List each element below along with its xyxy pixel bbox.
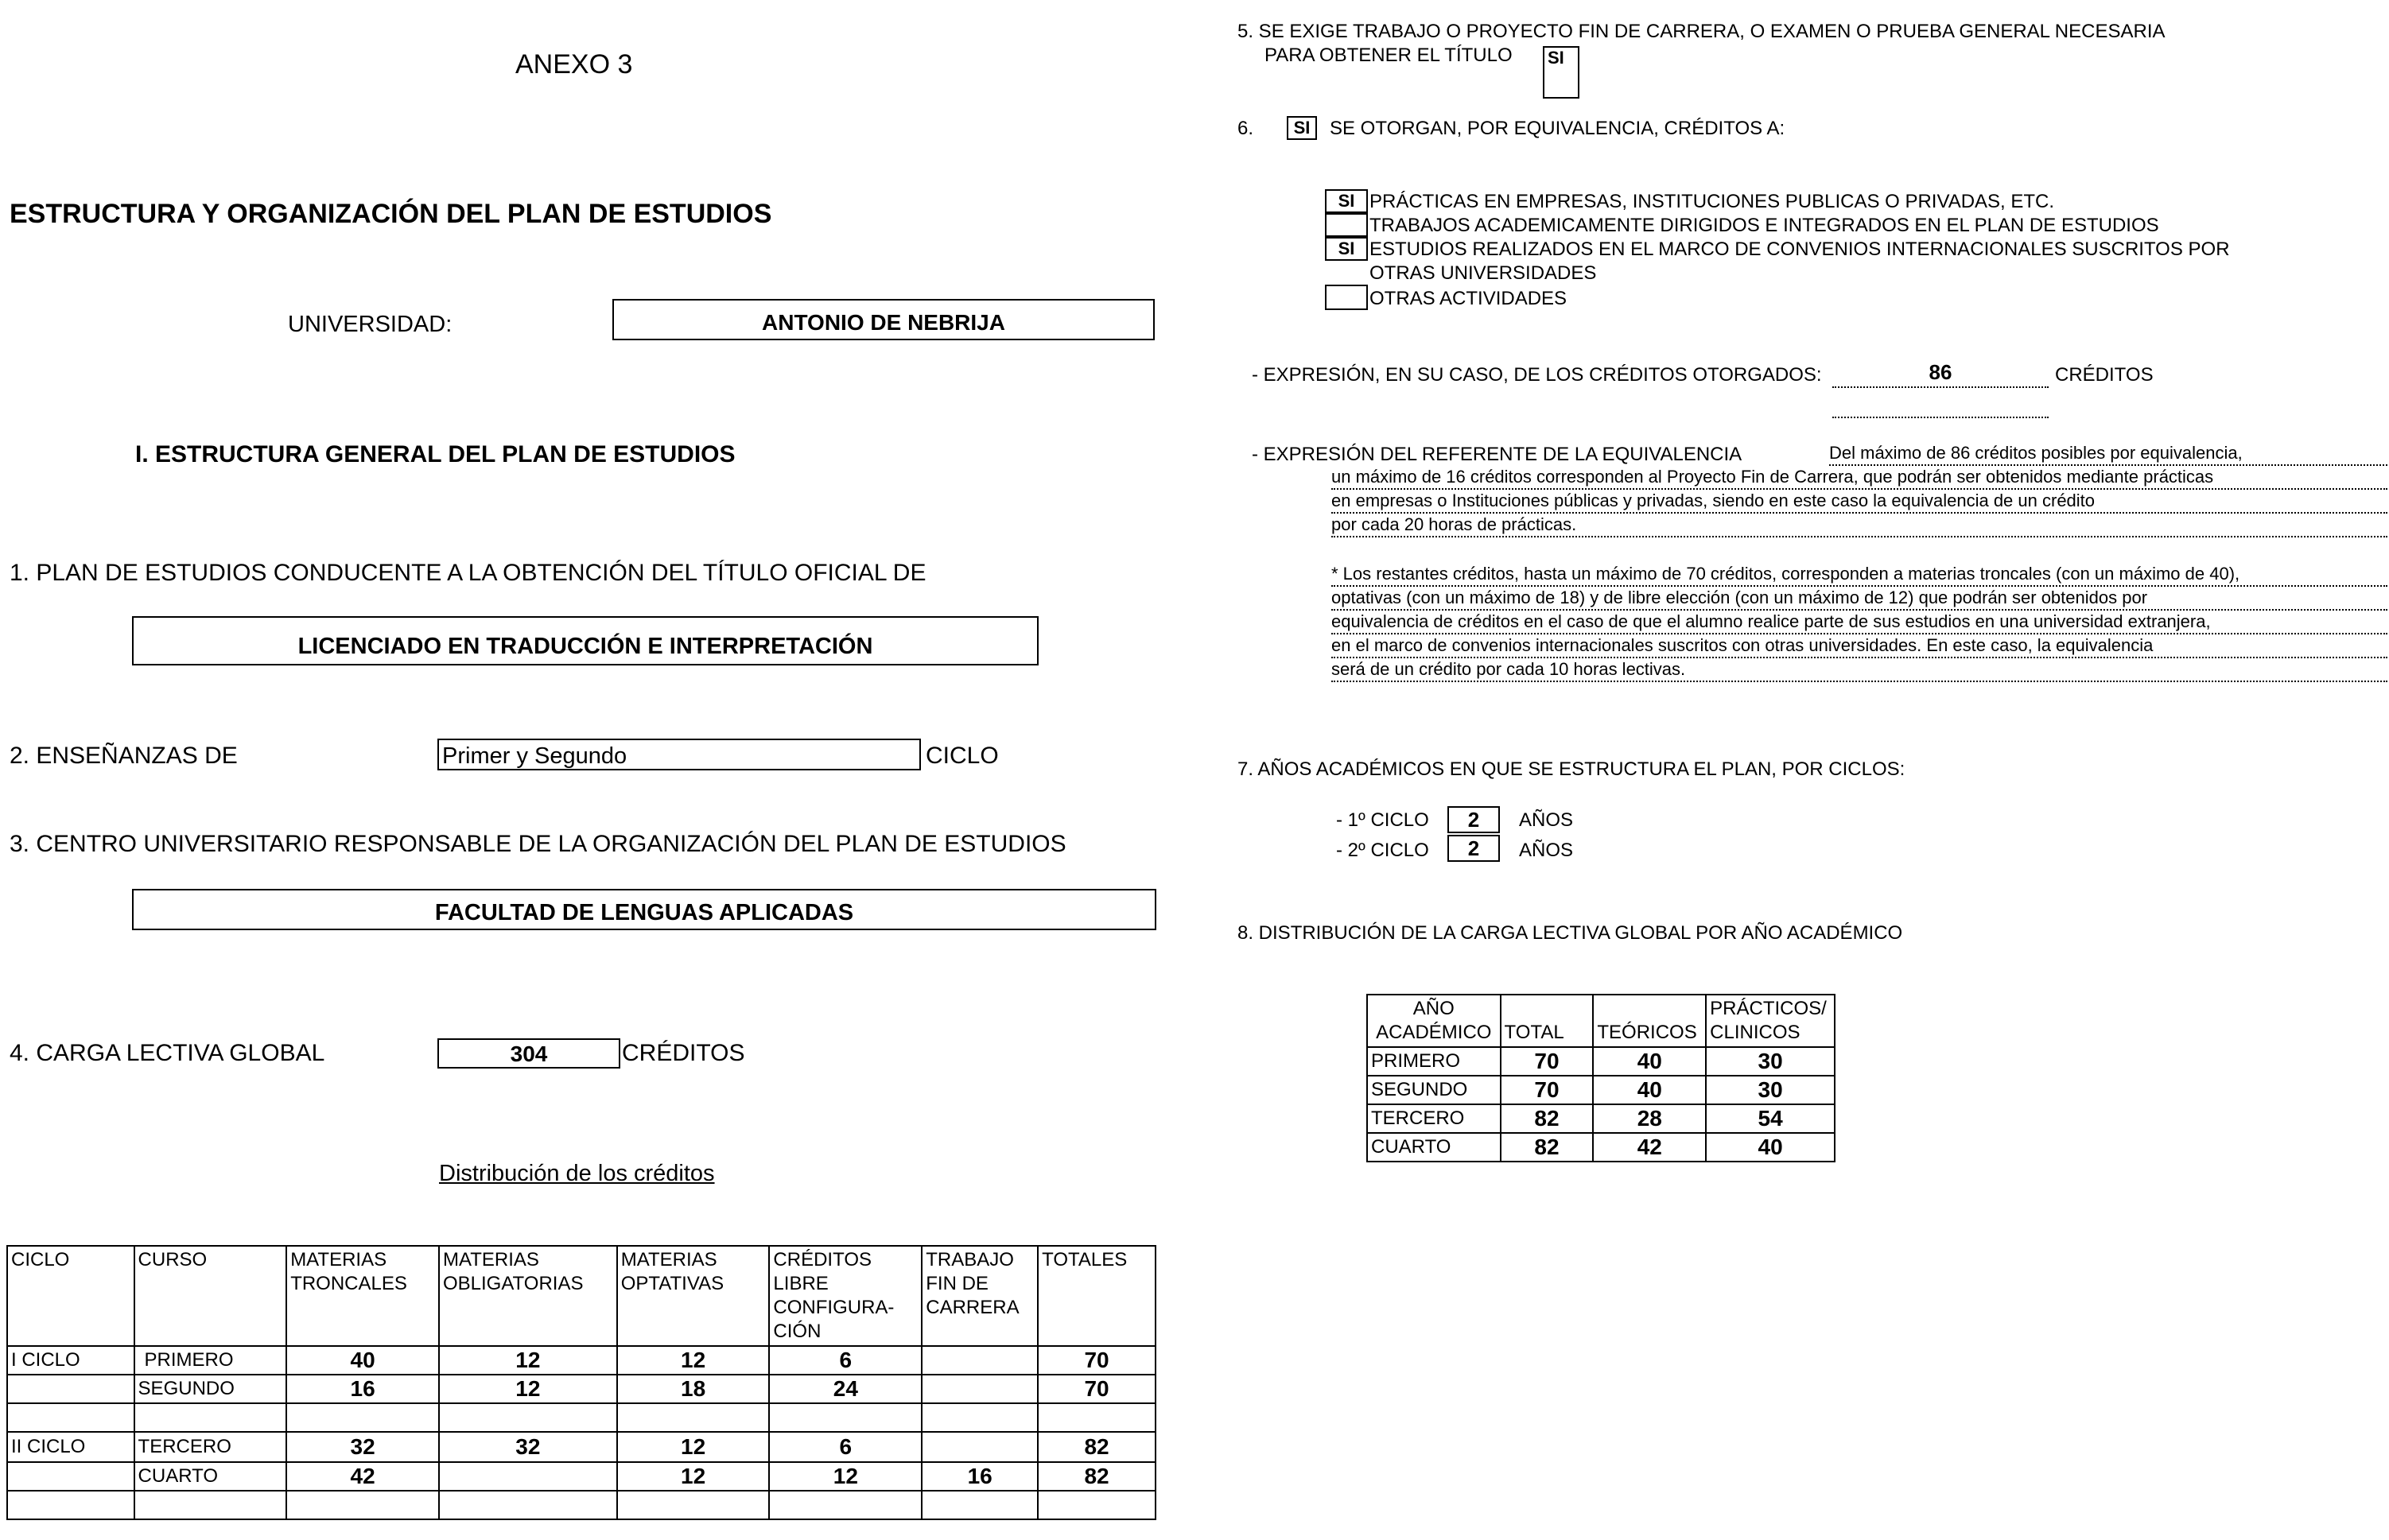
ciclo1-value: 2 [1467,808,1480,832]
carga-cell: 28 [1593,1104,1706,1133]
dist-cell: 70 [1038,1346,1156,1375]
option1-text: PRÁCTICAS EN EMPRESAS, INSTITUCIONES PUBLICAS O PRIVADAS, ETC. [1369,191,2055,212]
dist-cell: 12 [617,1432,770,1462]
carga-ano: TERCERO [1367,1104,1501,1133]
item7-title: 7. AÑOS ACADÉMICOS EN QUE SE ESTRUCTURA EL PLAN, POR CICLOS: [1237,758,1905,780]
option3-text: ESTUDIOS REALIZADOS EN EL MARCO DE CONVENIOS INTERNACIONALES SUSCRITOS POR [1369,239,2230,260]
item3-label: 3. CENTRO UNIVERSITARIO RESPONSABLE DE LA ORGANIZACIÓN DEL PLAN DE ESTUDIOS [10,831,1066,857]
dist-curso: CUARTO [134,1462,287,1491]
dist-header-obligatorias: MATERIAS OBLIGATORIAS [439,1246,617,1346]
para2-line [1331,587,2387,611]
table-row [1367,1104,1835,1133]
item5-line2: PARA OBTENER EL TÍTULO [1264,45,1513,66]
dist-cell: 12 [439,1346,617,1375]
dist-cell: 24 [769,1375,922,1403]
dist-cell: 32 [439,1432,617,1462]
dist-cell: 12 [617,1462,770,1491]
ciclo1-label: - 1º CICLO [1336,809,1429,831]
para2-line [1331,563,2387,587]
para1-line [1829,442,2387,466]
ciclo2-label: - 2º CICLO [1336,840,1429,861]
ensenanzas-value: Primer y Segundo [442,743,627,769]
option3-checkbox [1325,237,1368,261]
dist-cell: 16 [286,1375,439,1403]
option1-mark: SI [1338,191,1355,211]
carga-cell: 82 [1501,1104,1594,1133]
carga-table [1366,994,1835,1162]
dist-curso: TERCERO [134,1432,287,1462]
carga-box [437,1038,620,1069]
dist-cell [439,1462,617,1491]
carga-cell: 30 [1706,1047,1835,1076]
para2-text: optativas (con un máximo de 18) y de libre elección (con un máximo de 12) que podrán ser obtenidos por [1331,588,2148,607]
dist-header-curso: CURSO [134,1246,287,1346]
option3-mark: SI [1338,239,1355,258]
annex-title: ANEXO 3 [515,49,633,80]
dist-cell: 12 [439,1375,617,1403]
table-row [7,1403,1156,1432]
dist-cell: 42 [286,1462,439,1491]
ensenanzas-box [437,739,921,770]
expr-creditos-extra-line [1832,398,2049,418]
para2-text: * Los restantes créditos, hasta un máximo de 70 créditos, corresponden a materias troncales (con un máximo de 40), [1331,564,2240,584]
main-title: ESTRUCTURA Y ORGANIZACIÓN DEL PLAN DE ESTUDIOS [10,199,772,229]
dist-header-ciclo: CICLO [7,1246,134,1346]
carga-header-teoricos: TEÓRICOS [1593,995,1706,1047]
para1-line [1331,490,2387,514]
para1-line [1331,514,2387,537]
dist-header-trabajo: TRABAJO FIN DE CARRERA [922,1246,1038,1346]
creditos-label: CRÉDITOS [622,1040,745,1066]
table-row [7,1462,1156,1491]
item8-title: 8. DISTRIBUCIÓN DE LA CARGA LECTIVA GLOBAL POR AÑO ACADÉMICO [1237,922,1903,944]
carga-cell: 30 [1706,1076,1835,1104]
para1-text: un máximo de 16 créditos corresponden al Proyecto Fin de Carrera, que podrán ser obtenidos mediante prácticas [1331,467,2214,487]
option4-checkbox [1325,285,1368,310]
para2-text: será de un crédito por cada 10 horas lectivas. [1331,659,1686,679]
universidad-value: ANTONIO DE NEBRIJA [762,310,1005,335]
dist-cell: 18 [617,1375,770,1403]
table-row [7,1491,1156,1519]
carga-header-total: TOTAL [1501,995,1594,1047]
item6-box [1287,116,1317,140]
carga-cell: 40 [1593,1076,1706,1104]
expr-ref-label: - EXPRESIÓN DEL REFERENTE DE LA EQUIVALENCIA [1252,444,1742,465]
titulo-box [132,616,1039,665]
dist-header-troncales: MATERIAS TRONCALES [286,1246,439,1346]
dist-cell: 12 [617,1346,770,1375]
dist-cell [7,1375,134,1403]
dist-cell: 32 [286,1432,439,1462]
universidad-box [612,299,1155,340]
dist-cell [922,1375,1038,1403]
item1-label: 1. PLAN DE ESTUDIOS CONDUCENTE A LA OBTENCIÓN DEL TÍTULO OFICIAL DE [10,560,926,586]
table-row [1367,1047,1835,1076]
item6-text: SE OTORGAN, POR EQUIVALENCIA, CRÉDITOS A: [1330,118,1785,139]
para1-line [1331,466,2387,490]
dist-cell: 12 [769,1462,922,1491]
para1-text: por cada 20 horas de prácticas. [1331,514,1577,534]
dist-curso: SEGUNDO [134,1375,287,1403]
section-title: I. ESTRUCTURA GENERAL DEL PLAN DE ESTUDIOS [135,441,736,467]
item5-box [1543,46,1579,99]
dist-header-totales: TOTALES [1038,1246,1156,1346]
item6-num: 6. [1237,118,1254,139]
carga-header-row [1367,995,1835,1047]
titulo-value: LICENCIADO EN TRADUCCIÓN E INTERPRETACIÓN [297,634,873,659]
table-row [7,1432,1156,1462]
ciclo-label: CICLO [926,743,999,769]
item5-value: SI [1548,48,1564,68]
option4-text: OTRAS ACTIVIDADES [1369,288,1567,309]
dist-cycle-label: I CICLO [7,1346,134,1375]
expr-creditos-field [1832,361,2049,388]
carga-cell: 40 [1593,1047,1706,1076]
para2-line [1331,658,2387,682]
option3-continuation: OTRAS UNIVERSIDADES [1369,262,1597,284]
table-row [1367,1133,1835,1162]
carga-header-practicos: PRÁCTICOS/ CLINICOS [1706,995,1835,1047]
para2-line [1331,634,2387,658]
para2-text: en el marco de convenios internacionales suscritos con otras universidades. En este caso, la equivalencia [1331,635,2154,655]
table-row [7,1346,1156,1375]
carga-value: 304 [510,1042,548,1066]
item2-label: 2. ENSEÑANZAS DE [10,743,238,769]
carga-cell: 82 [1501,1133,1594,1162]
expr-creditos-unit: CRÉDITOS [2055,364,2154,386]
dist-title: Distribución de los créditos [439,1161,715,1186]
dist-cell: 16 [922,1462,1038,1491]
ciclo1-anos: AÑOS [1519,809,1574,831]
carga-ano: CUARTO [1367,1133,1501,1162]
dist-cell: 82 [1038,1462,1156,1491]
item4-label: 4. CARGA LECTIVA GLOBAL [10,1040,325,1066]
dist-cycle-label: II CICLO [7,1432,134,1462]
dist-table [6,1245,1156,1520]
expr-creditos-value: 86 [1929,360,1952,384]
table-row [1367,1076,1835,1104]
dist-curso: PRIMERO [134,1346,287,1375]
dist-header-optativas: MATERIAS OPTATIVAS [617,1246,770,1346]
carga-cell: 70 [1501,1047,1594,1076]
centro-box [132,889,1156,930]
dist-header-libre: CRÉDITOS LIBRE CONFIGURA- CIÓN [769,1246,922,1346]
dist-cell: 70 [1038,1375,1156,1403]
dist-cell: 82 [1038,1432,1156,1462]
para1-text: en empresas o Instituciones públicas y privadas, siendo en este caso la equivalencia de un crédito [1331,491,2096,510]
dist-header-row [7,1246,1156,1346]
centro-value: FACULTAD DE LENGUAS APLICADAS [434,900,854,925]
carga-cell: 70 [1501,1076,1594,1104]
dist-cell: 6 [769,1432,922,1462]
option2-checkbox [1325,213,1368,237]
carga-ano: PRIMERO [1367,1047,1501,1076]
expr-creditos-label: - EXPRESIÓN, EN SU CASO, DE LOS CRÉDITOS OTORGADOS: [1252,364,1822,386]
carga-cell: 40 [1706,1133,1835,1162]
para2-line [1331,611,2387,634]
ciclo2-box [1447,835,1500,862]
ciclo2-anos: AÑOS [1519,840,1574,861]
dist-cell [922,1432,1038,1462]
dist-cell: 6 [769,1346,922,1375]
carga-cell: 42 [1593,1133,1706,1162]
table-row [7,1375,1156,1403]
ciclo1-box [1447,806,1500,833]
carga-header-ano: AÑO ACADÉMICO [1367,995,1501,1047]
carga-cell: 54 [1706,1104,1835,1133]
para1-text: Del máximo de 86 créditos posibles por equivalencia, [1829,443,2243,463]
option2-text: TRABAJOS ACADEMICAMENTE DIRIGIDOS E INTEGRADOS EN EL PLAN DE ESTUDIOS [1369,215,2159,236]
carga-ano: SEGUNDO [1367,1076,1501,1104]
universidad-label: UNIVERSIDAD: [288,312,453,337]
item5-line1: 5. SE EXIGE TRABAJO O PROYECTO FIN DE CARRERA, O EXAMEN O PRUEBA GENERAL NECESARIA [1237,21,2166,42]
dist-cell [922,1346,1038,1375]
ciclo2-value: 2 [1467,836,1480,860]
option1-checkbox [1325,189,1368,213]
dist-cell: 40 [286,1346,439,1375]
para2-text: equivalencia de créditos en el caso de que el alumno realice parte de sus estudios en una universidad extranjera, [1331,611,2211,631]
item6-value: SI [1293,118,1311,138]
